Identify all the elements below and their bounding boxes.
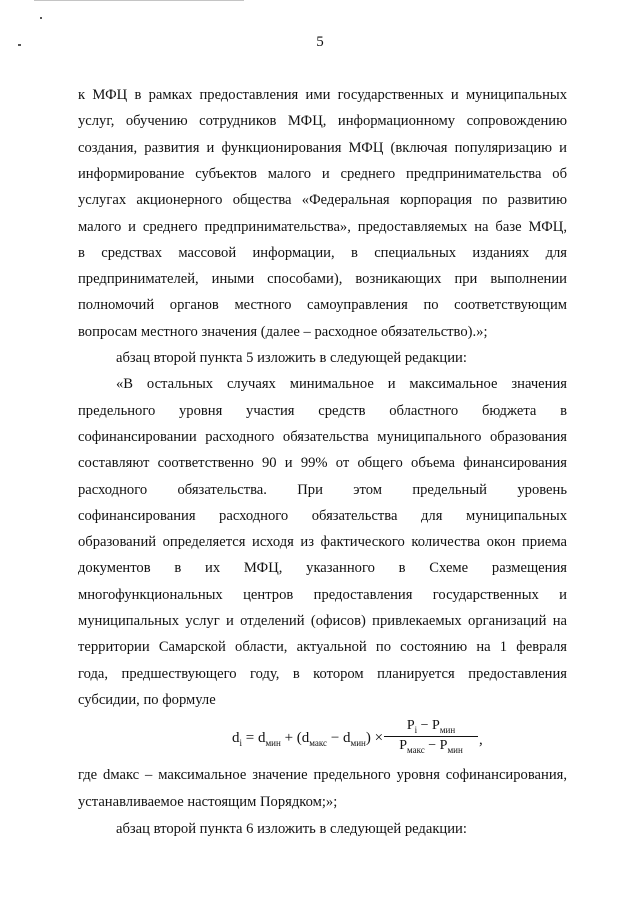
text-line: вопросам местного значения (далее – расходное обязательство).»;	[78, 323, 488, 340]
formula	[232, 718, 482, 766]
text-line: муниципальных услуг и отделений (офисов) привлекаемых организаций на	[78, 613, 567, 629]
text-line: софинансирования расходного обязательства для муниципальных	[78, 507, 567, 524]
scan-dot	[40, 17, 42, 19]
text-line: абзац второй пункта 6 изложить в следующей редакции:	[116, 821, 467, 837]
text-line: «В остальных случаях минимальное и максимальное значения	[116, 376, 567, 393]
text-line: в средствах массовой информации, в специальных изданиях для	[78, 244, 567, 261]
text-line: многофункциональных центров предоставления государственных и	[78, 586, 567, 603]
text-line: абзац второй пункта 5 изложить в следующей редакции:	[116, 350, 467, 366]
page-number: 5	[316, 34, 324, 50]
formula-lhs: $d_i = d_{мин} + (d_{макс} - d_{мин})$ ×	[232, 730, 384, 748]
scan-mark-top	[34, 0, 244, 1]
text-line: субсидии, по формуле	[78, 691, 216, 708]
text-line: расходного обязательства. При этом предельный уровень	[78, 481, 567, 498]
text-line: услуг, обучению сотрудников МФЦ, информационному сопровождению	[78, 113, 567, 130]
text-line: к МФЦ в рамках предоставления ими государственных и муниципальных	[78, 87, 567, 103]
text-line: предельного уровня участия средств областного бюджета в	[78, 402, 567, 419]
text-line: года, предшествующего году, в котором планируется предоставления	[78, 665, 567, 682]
formula-comma: ,	[479, 732, 483, 748]
text-line: полномочий органов местного самоуправления по соответствующим	[78, 297, 567, 314]
text-line: информирование субъектов малого и среднего предпринимательства об	[78, 165, 567, 182]
text-line: образований определяется исходя из фактического количества окон приема	[78, 534, 567, 551]
text-line: территории Самарской области, актуальной по состоянию на 1 февраля	[78, 639, 567, 656]
fraction-bar	[384, 736, 478, 737]
formula-numerator: $P_i - P_{мин}$	[406, 718, 456, 735]
text-line: предпринимателей, иными способами), возникающих при выполнении	[78, 271, 567, 288]
text-line: услугах акционерного общества «Федеральная корпорация по развитию	[78, 192, 567, 209]
formula-fraction	[384, 718, 478, 755]
text-line: малого и среднего предпринимательства», предоставляемых на базе МФЦ,	[78, 218, 567, 235]
text-line: составляют соответственно 90 и 99% от общего объема финансирования	[78, 455, 567, 472]
text-line: устанавливаемое настоящим Порядком;»;	[78, 794, 338, 810]
text-line: где dмакс – максимальное значение предельного уровня софинансирования,	[78, 767, 567, 783]
text-line: создания, развития и функционирования МФЦ (включая популяризацию и	[78, 139, 567, 156]
text-line: софинансировании расходного обязательства муниципального образования	[78, 428, 567, 445]
formula-denominator: $P_{макс} - P_{мин}$	[399, 737, 463, 755]
text-line: документов в их МФЦ, указанного в Схеме размещения	[78, 560, 567, 577]
